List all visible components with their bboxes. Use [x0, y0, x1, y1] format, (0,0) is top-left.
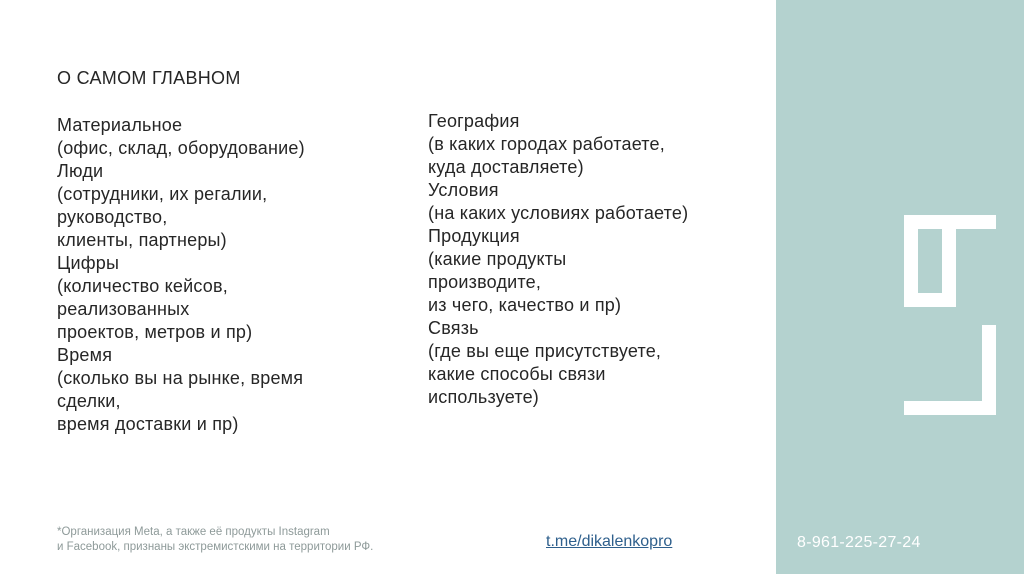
left-column — [57, 114, 305, 436]
left-line: руководство, — [57, 207, 168, 227]
telegram-link[interactable]: t.me/dikalenkopro — [546, 533, 673, 550]
phone-number: 8-961-225-27-24 — [797, 534, 921, 551]
right-line: География — [428, 111, 520, 131]
left-line: реализованных — [57, 299, 190, 319]
footnote — [57, 525, 373, 555]
left-line: проектов, метров и пр) — [57, 322, 253, 342]
left-line: (офис, склад, оборудование) — [57, 138, 305, 158]
right-line: производите, — [428, 272, 542, 292]
left-line: время доставки и пр) — [57, 414, 239, 434]
right-line: из чего, качество и пр) — [428, 295, 622, 315]
right-line: (на каких условиях работаете) — [428, 203, 689, 223]
left-line: Время — [57, 345, 113, 365]
left-line: Люди — [57, 161, 104, 181]
footnote-line: *Организация Meta, а также её продукты Instagram — [57, 526, 330, 538]
lp-logo — [900, 205, 1000, 421]
page-title: О САМОМ ГЛАВНОМ — [57, 68, 241, 88]
left-line: (сотрудники, их регалии, — [57, 184, 268, 204]
footnote-line: и Facebook, признаны экстремистскими на территории РФ. — [57, 541, 374, 553]
right-line: Связь — [428, 318, 479, 338]
right-column — [428, 110, 688, 409]
right-line: какие способы связи — [428, 364, 606, 384]
right-line: Условия — [428, 180, 499, 200]
left-line: (количество кейсов, — [57, 276, 228, 296]
right-line: куда доставляете) — [428, 157, 584, 177]
right-line: (в каких городах работаете, — [428, 134, 665, 154]
left-line: (сколько вы на рынке, время — [57, 368, 304, 388]
right-line: используете) — [428, 387, 540, 407]
right-line: (где вы еще присутствуете, — [428, 341, 662, 361]
left-line: клиенты, партнеры) — [57, 230, 227, 250]
left-line: сделки, — [57, 391, 121, 411]
right-line: Продукция — [428, 226, 520, 246]
left-line: Цифры — [57, 253, 120, 273]
left-line: Материальное — [57, 115, 183, 135]
right-line: (какие продукты — [428, 249, 567, 269]
